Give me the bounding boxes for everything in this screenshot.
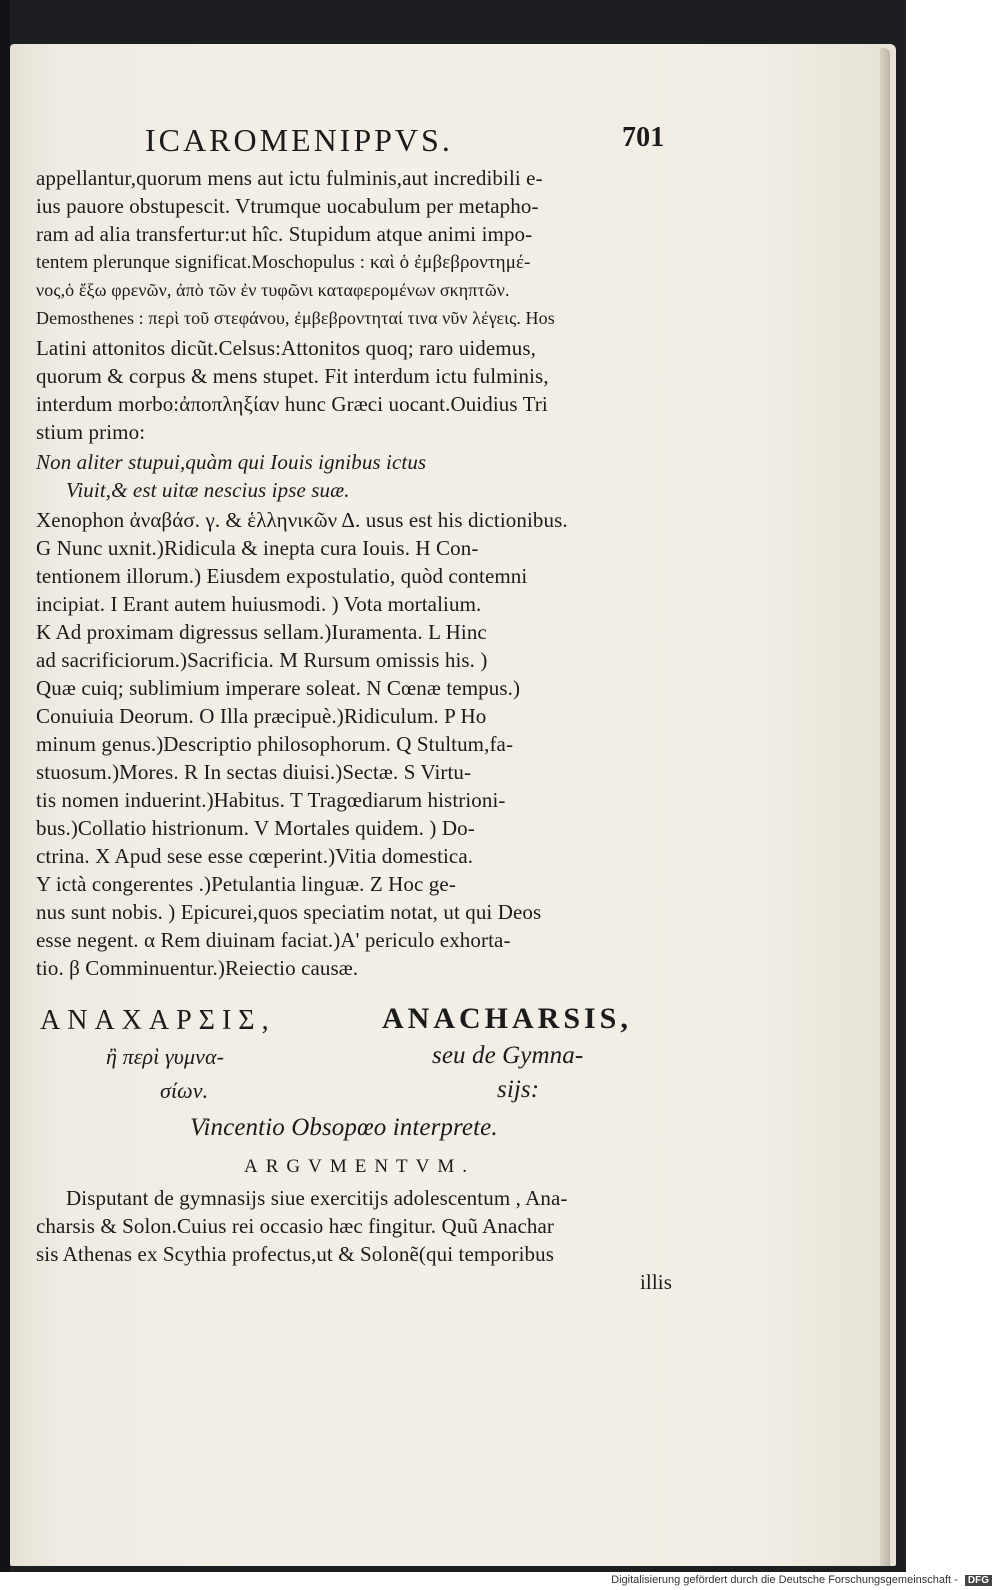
text-line: stuosum.)Mores. R In sectas diuisi.)Sectæ. S Virtu-	[36, 760, 472, 784]
book-spine	[0, 0, 10, 1572]
verse-line: Viuit,& est uitæ nescius ipse suæ.	[66, 478, 350, 502]
argumentum-heading: ARGVMENTVM.	[244, 1156, 476, 1177]
text-line: tentem plerunque significat.Moschopulus : καὶ ὁ ἐμβεβροντημέ-	[36, 252, 531, 273]
dfg-logo: DFG	[965, 1575, 992, 1586]
text-line: ctrina. X Apud sese esse cœperint.)Vitia domestica.	[36, 844, 474, 868]
text-line: minum genus.)Descriptio philosophorum. Q Stultum,fa-	[36, 732, 514, 756]
subtitle-latin-cont: sijs:	[497, 1076, 540, 1103]
catchword: illis	[640, 1270, 673, 1294]
credit-text: Digitalisierung gefördert durch die Deutsche Forschungsgemeinschaft -	[611, 1574, 958, 1586]
running-head: ICAROMENIPPVS.	[145, 122, 453, 158]
text-line: tis nomen induerint.)Habitus. T Tragœdiarum histrioni-	[36, 788, 506, 812]
text-line: Quæ cuiq; sublimium imperare soleat. N Cœnæ tempus.)	[36, 676, 521, 700]
argumentum-line: Disputant de gymnasijs siue exercitijs adolescentum , Ana-	[66, 1186, 568, 1210]
subtitle-greek-cont: σίων.	[160, 1078, 209, 1103]
page-number: 701	[622, 122, 665, 153]
text-line: esse negent. α Rem diuinam faciat.)A' periculo exhorta-	[36, 928, 511, 952]
digitization-credit	[611, 1574, 992, 1586]
text-line: nus sunt nobis. ) Epicurei,quos speciatim notat, ut qui Deos	[36, 900, 542, 924]
text-line: Latini attonitos dicũt.Celsus:Attonitos quoq; raro uidemus,	[36, 336, 536, 360]
title-greek: ΑΝΑΧΑΡΣΙΣ,	[40, 1005, 276, 1036]
verse-line: Non aliter stupui,quàm qui Iouis ignibus ictus	[36, 450, 427, 474]
text-line: ius pauore obstupescit. Vtrumque uocabulum per metapho-	[36, 194, 539, 218]
text-line: tentionem illorum.) Eiusdem expostulatio, quòd contemni	[36, 564, 528, 588]
text-line: appellantur,quorum mens aut ictu fulminis,aut incredibili e-	[36, 166, 543, 190]
argumentum-line: charsis & Solon.Cuius rei occasio hæc fingitur. Quũ Anachar	[36, 1214, 554, 1238]
translator-line: Vincentio Obsopœo interprete.	[190, 1114, 498, 1141]
title-latin: ANACHARSIS,	[382, 1002, 632, 1035]
text-line: interdum morbo:ἀποπληξίαν hunc Græci uocant.Ouidius Tri	[36, 392, 548, 416]
text-line: stium primo:	[36, 420, 146, 444]
argumentum-line: sis Athenas ex Scythia profectus,ut & Solonẽ(qui temporibus	[36, 1242, 555, 1266]
text-line: quorum & corpus & mens stupet. Fit interdum ictu fulminis,	[36, 364, 549, 388]
text-line: ram ad alia transfertur:ut hîc. Stupidum atque animi impo-	[36, 222, 533, 246]
text-line: K Ad proximam digressus sellam.)Iuramenta. L Hinc	[36, 620, 487, 644]
text-line: Conuiuia Deorum. O Illa præcipuè.)Ridiculum. P Ho	[36, 704, 487, 728]
text-line: νος,ὁ ἔξω φρενῶν, ἀπὸ τῶν ἐν τυφῶνι καταφερομένων σκηπτῶν.	[36, 280, 510, 300]
page-edge	[880, 48, 890, 1566]
text-line: tio. β Comminuentur.)Reiectio causæ.	[36, 956, 359, 980]
text-line: incipiat. I Erant autem huiusmodi. ) Vota mortalium.	[36, 592, 482, 616]
text-line: Demosthenes : περὶ τοῦ στεφάνου, ἐμβεβροντηταί τινα νῦν λέγεις. Hos	[36, 308, 555, 328]
text-line: Xenophon ἀναβάσ. γ. & ἑλληνικῶν Δ. usus est his dictionibus.	[36, 508, 568, 532]
text-line: Y ictà congerentes .)Petulantia linguæ. Z Hoc ge-	[36, 872, 456, 896]
text-line: ad sacrificiorum.)Sacrificia. M Rursum omissis his. )	[36, 648, 488, 672]
subtitle-latin: seu de Gymna-	[432, 1042, 584, 1069]
subtitle-greek: ἢ περὶ γυμνα-	[106, 1044, 225, 1069]
text-line: G Nunc uxnit.)Ridicula & inepta cura Iouis. H Con-	[36, 536, 479, 560]
text-line: bus.)Collatio histrionum. V Mortales quidem. ) Do-	[36, 816, 475, 840]
